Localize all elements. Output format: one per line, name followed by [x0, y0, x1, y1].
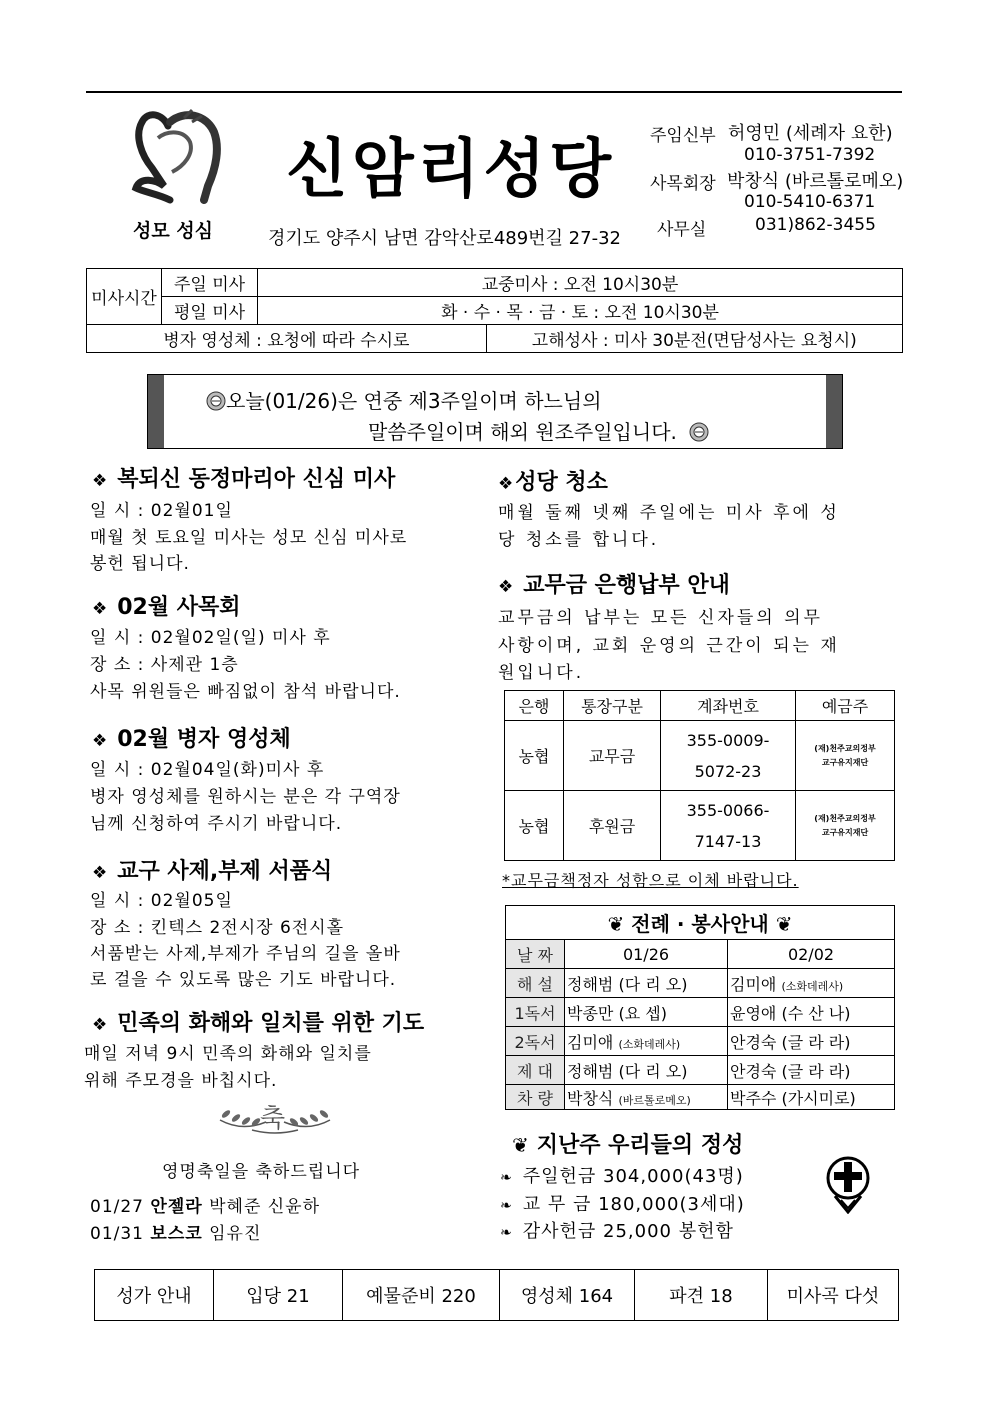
article-text: 서품받는 사제,부제가 주님의 길을 올바 — [90, 944, 401, 964]
article-text: 일 시 : 02월04일(화)미사 후 — [90, 760, 325, 780]
account-number: 355-0009- 5072-23 — [661, 721, 796, 791]
notice-bar-right — [826, 375, 842, 448]
hymn-dismissal: 파견 18 — [635, 1270, 768, 1321]
fleuron-icon: ❦ — [607, 912, 625, 936]
cross-emblem-icon — [823, 1156, 873, 1214]
hymn-communion: 영성체 164 — [500, 1270, 635, 1321]
server-1: 박창식 (바르톨로메오) — [565, 1085, 728, 1110]
server-1: 정해범 (다 리 오) — [565, 1056, 728, 1085]
server-1: 박종만 (요 셉) — [565, 998, 728, 1027]
notice-bar-left — [148, 375, 164, 448]
account-header-number: 계좌번호 — [661, 691, 796, 721]
server-2: 김미애 (소화데레사) — [728, 969, 895, 998]
account-header-type: 통장구분 — [564, 691, 661, 721]
notice-box — [147, 374, 843, 449]
hymn-table — [94, 1269, 899, 1321]
article-text: 일 시 : 02월01일 — [90, 501, 233, 521]
article-text: 일 시 : 02월02일(일) 미사 후 — [90, 628, 331, 648]
account-holder: (재)천주교의정부 교구유지재단 — [796, 721, 895, 791]
article-text: 교무금의 납부는 모든 신자들의 의무 — [498, 608, 823, 628]
confession-info: 고해성사 : 미사 30분전(면담성사는 요청시) — [486, 325, 902, 353]
server-1: 정해범 (다 리 오) — [565, 969, 728, 998]
parish-name: 신암리성당 — [286, 133, 616, 207]
article-text: 당 청소를 합니다. — [498, 530, 660, 550]
liturgy-row — [506, 1085, 895, 1110]
date-label: 날 짜 — [506, 940, 565, 969]
pastor-phone: 010-3751-7392 — [744, 145, 876, 165]
logo-caption: 성모 성심 — [133, 220, 214, 242]
server-2: 안경숙 (글 라 라) — [728, 1056, 895, 1085]
article-text: 장 소 : 킨텍스 2전시장 6전시홀 — [90, 918, 345, 938]
diamond-bullet-icon: ❖ — [498, 474, 514, 494]
liturgy-title: ❦ 전례 · 봉사안내 ❦ — [506, 906, 895, 940]
article-text: 사항이며, 교회 운영의 근간이 되는 재 — [498, 636, 840, 656]
offering-item: ❧ 주일헌금 304,000(43명) — [500, 1166, 744, 1187]
mass-schedule-table — [86, 268, 903, 353]
article-text: 장 소 : 사제관 1층 — [90, 655, 239, 675]
sick-communion-info: 병자 영성체 : 요청에 따라 수시로 — [87, 325, 487, 353]
diamond-bullet-icon: ❖ — [92, 1015, 108, 1035]
hymn-mass-setting: 미사곡 다섯 — [768, 1270, 899, 1321]
office-phone: 031)862-3455 — [755, 215, 876, 235]
feast-row-2: 01/31 보스코 임유진 — [90, 1224, 262, 1244]
article-title-ordination: ❖ 교구 사제,부제 서품식 — [92, 859, 333, 884]
diamond-bullet-icon: ❖ — [92, 863, 108, 883]
diamond-bullet-icon: ❖ — [92, 599, 108, 619]
liturgy-row — [506, 1027, 895, 1056]
date-2: 02/02 — [728, 940, 895, 969]
liturgy-row — [506, 1056, 895, 1085]
sunday-mass-time: 교중미사 : 오전 10시30분 — [258, 269, 903, 297]
heart-icon: ❧ — [500, 1170, 513, 1186]
server-2: 윤영애 (수 산 나) — [728, 998, 895, 1027]
offering-item: ❧ 교 무 금 180,000(3세대) — [500, 1194, 745, 1215]
role-label: 제 대 — [506, 1056, 565, 1085]
chair-label: 사목회장 — [650, 174, 716, 194]
chair-phone: 010-5410-6371 — [744, 192, 876, 212]
diamond-bullet-icon: ❖ — [498, 577, 514, 597]
server-2: 박주수 (가시미로) — [728, 1085, 895, 1110]
hymn-entrance: 입당 21 — [214, 1270, 343, 1321]
notice-line-1: 오늘(01/26)은 연중 제3주일이며 하느님의 — [206, 385, 602, 414]
role-label: 1독서 — [506, 998, 565, 1027]
heart-icon: ❧ — [500, 1198, 513, 1214]
pastor-name: 허영민 (세례자 요한) — [728, 123, 893, 144]
article-text: 로 걸을 수 있도록 많은 기도 바랍니다. — [90, 970, 397, 990]
article-text: 사목 위원들은 빠짐없이 참석 바랍니다. — [90, 682, 401, 702]
server-1: 김미애 (소화데레사) — [565, 1027, 728, 1056]
account-row — [505, 791, 895, 861]
liturgy-service-table — [505, 905, 895, 1110]
date-1: 01/26 — [565, 940, 728, 969]
article-text: 매월 첫 토요일 미사는 성모 신심 미사로 — [90, 528, 408, 548]
feast-row-1: 01/27 안젤라 박혜준 신윤하 — [90, 1197, 321, 1217]
article-title-council: ❖ 02월 사목회 — [92, 595, 241, 620]
office-label: 사무실 — [657, 220, 707, 240]
article-title-devotion-mass: ❖ 복되신 동정마리아 신심 미사 — [92, 467, 396, 492]
server-2: 안경숙 (글 라 라) — [728, 1027, 895, 1056]
fleuron-icon: ❦ — [775, 912, 793, 936]
heart-icon: ❧ — [500, 1225, 513, 1241]
article-title-reconciliation-prayer: ❖ 민족의 화해와 일치를 위한 기도 — [92, 1011, 425, 1036]
article-text: 매월 둘째 넷째 주일에는 미사 후에 성 — [498, 503, 840, 523]
weekday-mass-label: 평일 미사 — [162, 297, 258, 325]
account-row — [505, 721, 895, 791]
account-holder: (재)천주교의정부 교구유지재단 — [796, 791, 895, 861]
article-text: 위해 주모경을 바칩시다. — [84, 1071, 278, 1091]
account-bank: 농협 — [505, 721, 564, 791]
article-text: 매일 저녁 9시 민족의 화해와 일치를 — [84, 1044, 372, 1064]
article-title-cleaning: ❖성당 청소 — [498, 470, 608, 495]
article-text: 원입니다. — [498, 663, 585, 683]
article-text: 일 시 : 02월05일 — [90, 891, 233, 911]
offering-item: ❧ 감사헌금 25,000 봉헌함 — [500, 1221, 734, 1242]
hymn-label: 성가 안내 — [95, 1270, 214, 1321]
account-table — [504, 690, 895, 861]
mass-label: 미사시간 — [87, 269, 162, 325]
account-header-bank: 은행 — [505, 691, 564, 721]
chair-name: 박창식 (바르톨로메오) — [727, 171, 904, 192]
article-title-sick-communion: ❖ 02월 병자 영성체 — [92, 727, 291, 752]
diamond-bullet-icon: ❖ — [92, 731, 108, 751]
account-type: 후원금 — [564, 791, 661, 861]
account-type: 교무금 — [564, 721, 661, 791]
liturgy-row — [506, 998, 895, 1027]
heart-crown-logo — [128, 108, 228, 206]
article-text: 봉헌 됩니다. — [90, 554, 190, 574]
role-label: 차 량 — [506, 1085, 565, 1110]
parish-address: 경기도 양주시 남면 감악산로489번길 27-32 — [268, 228, 621, 249]
account-bank: 농협 — [505, 791, 564, 861]
top-rule — [86, 91, 902, 93]
account-number: 355-0066- 7147-13 — [661, 791, 796, 861]
diamond-bullet-icon: ❖ — [92, 471, 108, 491]
celebration-title: 영명축일을 축하드립니다 — [162, 1162, 361, 1182]
article-text: 병자 영성체를 원하시는 분은 각 구역장 — [90, 787, 401, 807]
notice-line-2: 말씀주일이며 해외 원조주일입니다. — [368, 416, 709, 445]
liturgy-row — [506, 969, 895, 998]
account-header-holder: 예금주 — [796, 691, 895, 721]
weekday-mass-time: 화 · 수 · 목 · 금 · 토 : 오전 10시30분 — [258, 297, 903, 325]
dove-badge-icon — [689, 422, 709, 442]
sunday-mass-label: 주일 미사 — [162, 269, 258, 297]
celebration-stamp: 축 — [260, 1104, 286, 1134]
hymn-offertory: 예물준비 220 — [343, 1270, 500, 1321]
article-text: 님께 신청하여 주시기 바랍니다. — [90, 814, 343, 834]
dove-badge-icon — [206, 391, 226, 411]
role-label: 2독서 — [506, 1027, 565, 1056]
offering-title: ❦ 지난주 우리들의 정성 — [512, 1133, 744, 1158]
pastor-label: 주임신부 — [650, 126, 716, 146]
fleuron-icon: ❦ — [512, 1133, 529, 1157]
role-label: 해 설 — [506, 969, 565, 998]
account-note: *교무금책정자 성함으로 이체 바랍니다. — [502, 871, 799, 890]
article-title-tithe-banking: ❖ 교무금 은행납부 안내 — [498, 573, 730, 598]
